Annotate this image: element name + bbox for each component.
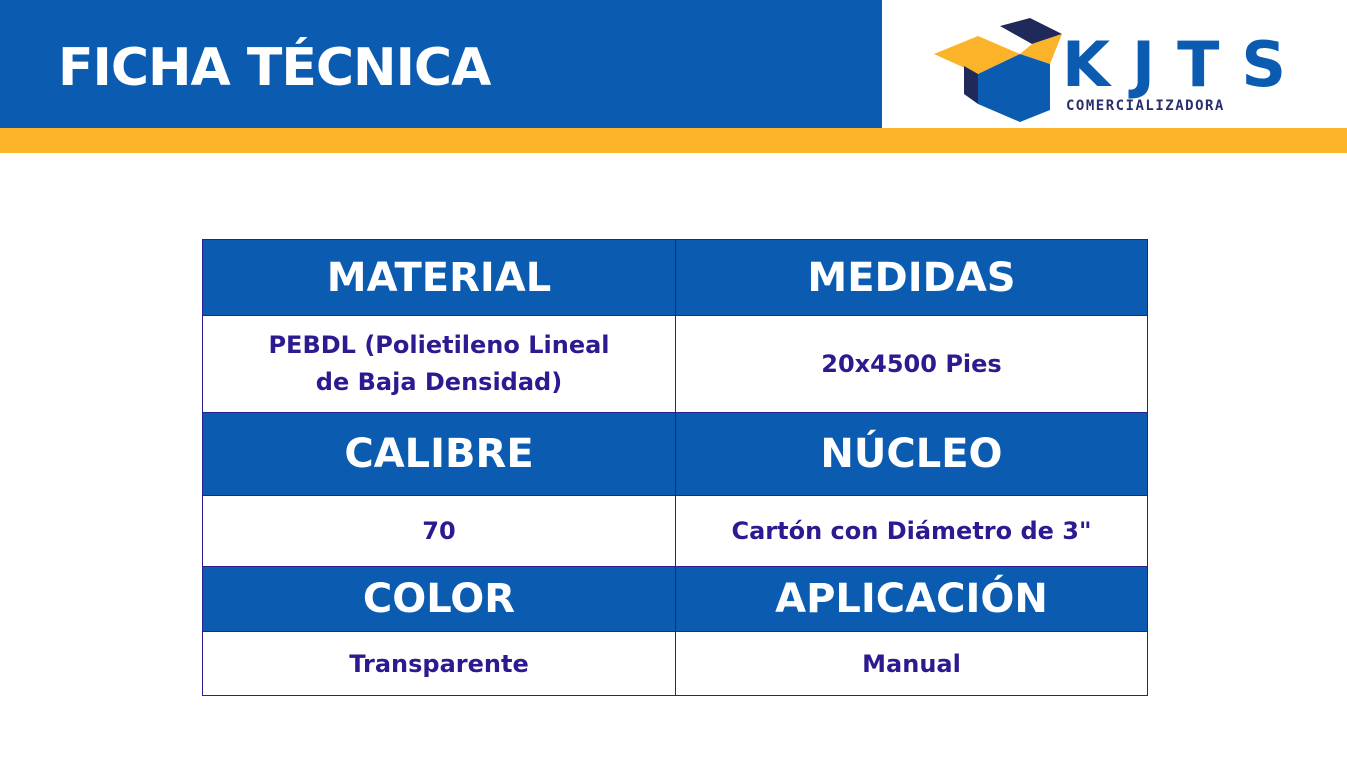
box-side-face [1020,54,1050,122]
material-value-line2: de Baja Densidad) [315,368,563,396]
brand-name: KJTS [1062,28,1309,101]
table-row [203,496,1148,567]
accent-stripe [0,128,1347,153]
nucleo-header: NÚCLEO [676,413,1148,496]
brand-subtitle: COMERCIALIZADORA [1066,98,1225,114]
medidas-value: 20x4500 Pies [676,316,1148,413]
aplicacion-header: APLICACIÓN [676,567,1148,632]
spec-table [202,239,1148,696]
calibre-header: CALIBRE [203,413,676,496]
nucleo-value: Cartón con Diámetro de 3" [676,496,1148,567]
material-header: MATERIAL [203,240,676,316]
medidas-header: MEDIDAS [676,240,1148,316]
calibre-value: 70 [203,496,676,567]
material-value [203,316,676,413]
header-bar [0,0,882,128]
table-row [203,240,1148,316]
aplicacion-value: Manual [676,632,1148,696]
page-title: FICHA TÉCNICA [58,38,491,98]
table-row [203,413,1148,496]
table-row [203,632,1148,696]
material-value-line1: PEBDL (Polietileno Lineal [268,331,610,359]
color-header: COLOR [203,567,676,632]
color-value: Transparente [203,632,676,696]
table-row [203,567,1148,632]
table-row [203,316,1148,413]
